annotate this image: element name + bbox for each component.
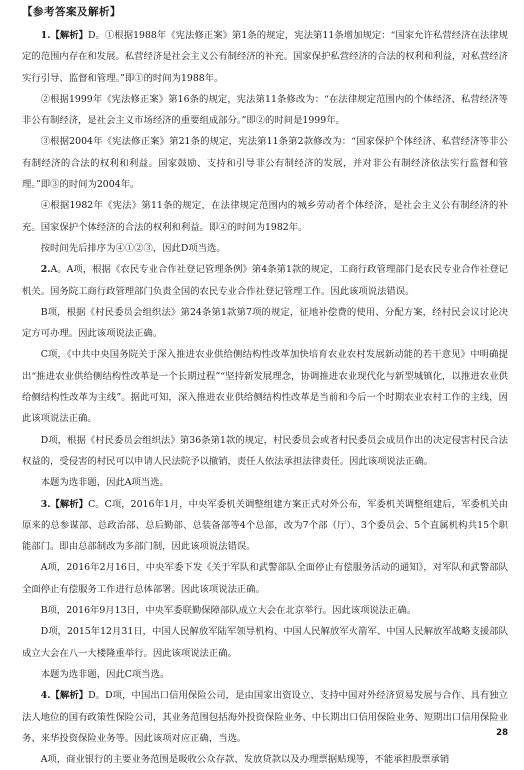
explanation-paragraph bbox=[22, 344, 508, 429]
question-lead: 3.【解析】 bbox=[40, 498, 89, 510]
paragraph-text: A。A项，根据《农民专业合作社登记管理条例》第4条第1款的规定，工商行政管理部门是农民专业合作社登记机关。国务院工商行政管理部门负责全国的农民专业合作社登记管理工作。因此该项说法错误。 bbox=[22, 264, 508, 297]
explanation-paragraph bbox=[22, 259, 508, 302]
explanation-paragraph bbox=[22, 430, 508, 473]
explanation-paragraph bbox=[22, 749, 508, 770]
paragraph-text: 按时间先后排序为④①②③，因此D项当选。 bbox=[40, 242, 226, 254]
paragraph-text: B项，2016年9月13日，中央军委联勤保障部队成立大会在北京举行。因此该项说法正确。 bbox=[40, 605, 417, 617]
paragraph-text: D项，2015年12月31日，中国人民解放军陆军领导机构、中国人民解放军火箭军、中国人民解放军战略支援部队成立大会在八一大楼隆重举行。因此该项说法正确。 bbox=[22, 626, 508, 659]
page-number: 28 bbox=[496, 728, 508, 738]
paragraph-text: C项，《中共中央国务院关于深入推进农业供给侧结构性改革加快培育农业农村发展新动能的若干意见》中明确提出“推进农业供给侧结构性改革是一个长期过程”“坚持新发展理念，协调推进农业现代化与新型城镇化，以推进农业供给侧结构性改革为主线”。据此可知，深入推进农业供给侧结构性改革是当前和今后一个时期农业农村工作的主线，因此该项说法正确。 bbox=[22, 349, 508, 425]
explanation-paragraph bbox=[22, 195, 508, 238]
paragraph-text: C。C项，2016年1月，中央军委机关调整组建方案正式对外公布，军委机关调整组建后，军委机关由原来的总参谋部、总政治部、总后勤部、总装备部等4个总部，改为7个部（厅）、3个委员会、5个直属机构共15个职能部门。即由总部制改为多部门制，因此该项说法错误。 bbox=[22, 498, 508, 553]
explanation-paragraph bbox=[22, 25, 508, 89]
paragraph-text: D。①根据1988年《宪法修正案》第1条的规定，宪法第11条增加规定：“国家允许私营经济在法律规定的范围内存在和发展。私营经济是社会主义公有制经济的补充。国家保护私营经济的合法的权利和利益，对私营经济实行引导、监督和管理。”即①的时间为1988年。 bbox=[22, 30, 508, 84]
section-header: 【参考答案及解析】 bbox=[22, 6, 121, 18]
paragraph-text: ④根据1982年《宪法》第11条的规定，在法律规定范围内的城乡劳动者个体经济，是社会主义公有制经济的补充。国家保护个体经济的合法的权利和利益。即④的时间为1982年。 bbox=[22, 200, 508, 233]
explanation-paragraph bbox=[22, 557, 508, 600]
explanation-paragraph bbox=[22, 238, 508, 259]
paragraph-text: 本题为选非题，因此A项当选。 bbox=[40, 477, 169, 489]
explanation-paragraph bbox=[22, 494, 508, 558]
explanation-paragraph bbox=[22, 302, 508, 345]
paragraph-text: ②根据1999年《宪法修正案》第16条的规定，宪法第11条修改为：“在法律规定范围内的个体经济、私营经济等非公有制经济，是社会主义市场经济的重要组成部分。”即②的时间是1999年。 bbox=[22, 93, 508, 127]
paragraph-text: ③根据2004年《宪法修正案》第21条的规定，宪法第11条第2款修改为：“国家保护个体经济、私营经济等非公有制经济的合法的权利和利益。国家鼓励、支持和引导非公有制经济的发展，并对非公有制经济依法实行监督和管理。”即③的时间为2004年。 bbox=[22, 136, 508, 191]
question-lead: 1.【解析】 bbox=[40, 30, 89, 41]
paragraph-text: A项，2016年2月16日，中央军委下发《关于军队和武警部队全面停止有偿服务活动的通知》，对军队和武警部队全面停止有偿服务工作进行总体部署。因此该项说法正确。 bbox=[22, 562, 508, 595]
explanation-paragraph bbox=[22, 621, 508, 664]
answer-explanations bbox=[22, 25, 508, 770]
explanation-paragraph bbox=[22, 664, 508, 685]
paragraph-text: 本题为选非题，因此C项当选。 bbox=[40, 668, 170, 680]
explanation-paragraph bbox=[22, 685, 508, 749]
explanation-paragraph bbox=[22, 89, 508, 132]
paragraph-text: B项，根据《村民委员会组织法》第24条第1款第7项的规定，征地补偿费的使用、分配方案，经村民会议讨论决定方可办理。因此该项说法正确。 bbox=[22, 306, 508, 340]
explanation-paragraph bbox=[22, 600, 508, 621]
paragraph-text: D。D项，中国出口信用保险公司，是由国家出资设立、支持中国对外经济贸易发展与合作、具有独立法人地位的国有政策性保险公司，其业务范围包括海外投资保险业务、中长期出口信用保险业务、短期出口信用保险业务、来华投资保险业务等。因此该项对应正确，当选。 bbox=[22, 690, 508, 744]
explanation-paragraph bbox=[22, 472, 508, 493]
question-lead: 2. bbox=[40, 264, 51, 276]
paragraph-text: A项，商业银行的主要业务范围是吸收公众存款、发放贷款以及办理票据贴现等，不能承担股票承销 bbox=[40, 754, 450, 766]
explanation-paragraph bbox=[22, 131, 508, 195]
question-lead: 4.【解析】 bbox=[40, 690, 89, 702]
paragraph-text: D项，根据《村民委员会组织法》第36条第1款的规定，村民委员会或者村民委员会成员作出的决定侵害村民合法权益的，受侵害的村民可以申请人民法院予以撤销，责任人依法承担法律责任。因此该项说法正确。 bbox=[22, 434, 508, 467]
